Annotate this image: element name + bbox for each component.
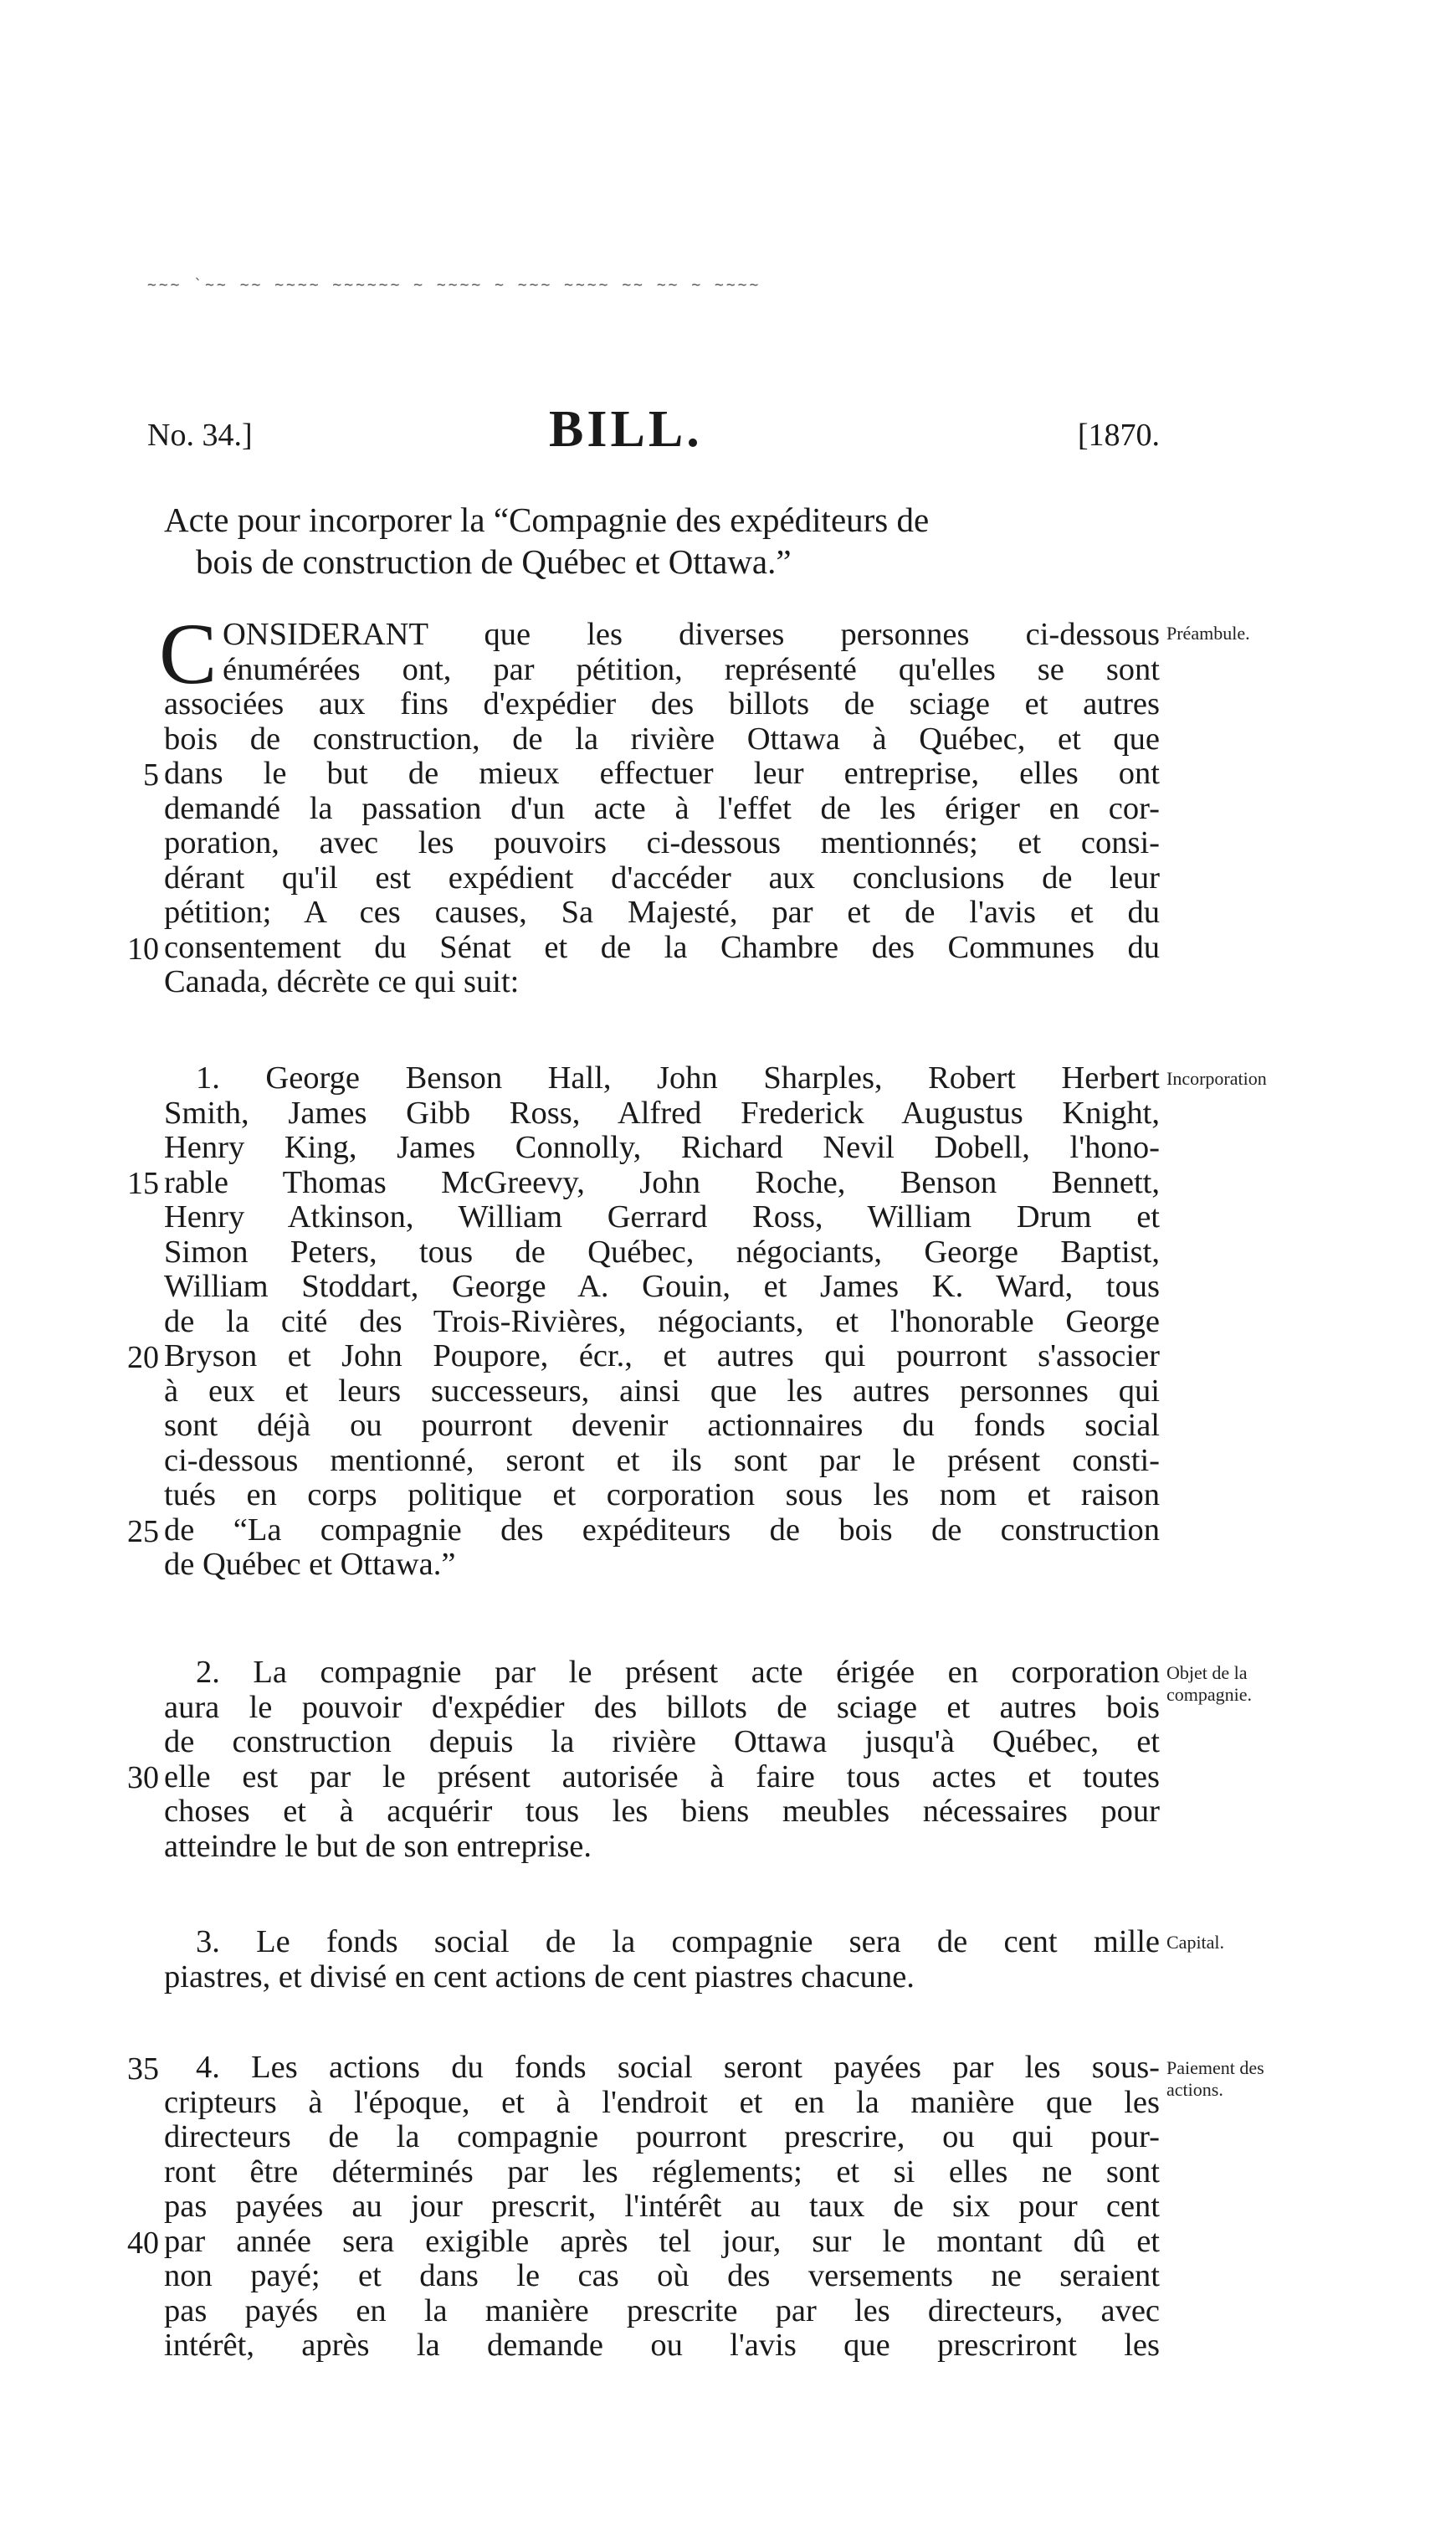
section-4-line: intérêt, après la demande ou l'avis que prescriront les [164,2328,1160,2363]
section-2-line: elle est par le présent autorisée à faire tous actes et toutes [164,1758,1160,1794]
preamble-line: bois de construction, de la rivière Ottawa à Québec, et que [164,721,1160,757]
preamble-line: poration, avec les pouvoirs ci-dessous mentionnés; et consi- [164,825,1160,860]
section-1-line: Simon Peters, tous de Québec, négociants, George Baptist, [164,1234,1160,1270]
preamble-line: demandé la passation d'un acte à l'effet de les ériger en cor- [164,790,1160,826]
bill-heading: BILL. [549,401,703,458]
section-4-line: cripteurs à l'époque, et à l'endroit et en la manière que les [164,2084,1160,2120]
section-1-line: sont déjà ou pourront devenir actionnaires du fonds social [164,1408,1160,1443]
section-4-line: directeurs de la compagnie pourront prescrire, ou qui pour- [164,2119,1160,2154]
preamble-dropcap: C [159,606,218,702]
preamble [164,618,1160,1000]
section-2-line: choses et à acquérir tous les biens meubles nécessaires pour [164,1794,1160,1829]
preamble-line: ONSIDERANT que les diverses personnes ci-dessous [223,617,1160,652]
line-number: 5 [143,757,159,793]
section-3-line: 3. Le fonds social de la compagnie sera de cent mille [196,1924,1160,1959]
margin-note-preamble: Préambule. [1166,623,1250,644]
section-2-line: aura le pouvoir d'expédier des billots de sciage et autres bois [164,1689,1160,1725]
margin-note-capital: Capital. [1166,1932,1225,1953]
margin-note-paiement-line-2: actions. [1166,2079,1223,2100]
section-1 [164,1061,1160,1583]
section-2-line: de construction depuis la rivière Ottawa jusqu'à Québec, et [164,1724,1160,1759]
section-4-line: 4. Les actions du fonds social seront payées par les sous- [196,2050,1160,2085]
section-1-line: tués en corps politique et corporation sous les nom et raison [164,1477,1160,1512]
section-2 [164,1656,1160,1864]
preamble-line: énumérées ont, par pétition, représenté qu'elles se sont [223,651,1160,687]
section-1-line: 1. George Benson Hall, John Sharples, Robert Herbert [196,1060,1160,1096]
bill-year: [1870. [1077,418,1160,453]
bill-header [147,400,1168,475]
bill-title [164,499,1193,583]
preamble-line: pétition; A ces causes, Sa Majesté, par et de l'avis et du [164,895,1160,930]
line-number: 40 [127,2225,159,2261]
section-3 [164,1925,1160,1994]
section-4-line: par année sera exigible après tel jour, sur le montant dû et [164,2223,1160,2259]
section-1-line: Henry King, James Connolly, Richard Nevil Dobell, l'hono- [164,1130,1160,1165]
section-4-line: ront être déterminés par les réglements; et si elles ne sont [164,2154,1160,2189]
section-4-line: pas payées au jour prescrit, l'intérêt au taux de six pour cent [164,2189,1160,2224]
section-1-line: Henry Atkinson, William Gerrard Ross, William Drum et [164,1199,1160,1235]
margin-note-objet-line-2: compagnie. [1166,1684,1253,1705]
section-1-line: Smith, James Gibb Ross, Alfred Frederick Augustus Knight, [164,1095,1160,1131]
line-number: 15 [127,1166,159,1201]
margin-note-objet [1166,1662,1252,1706]
preamble-line: associées aux fins d'expédier des billots de sciage et autres [164,686,1160,721]
margin-note-paiement [1166,2057,1264,2101]
section-2-line: 2. La compagnie par le présent acte érigée en corporation [196,1655,1160,1690]
section-1-line: rable Thomas McGreevy, John Roche, Benson Bennett, [164,1164,1160,1200]
section-1-line: Bryson et John Poupore, écr., et autres qui pourront s'associer [164,1338,1160,1373]
section-4-line: pas payés en la manière prescrite par les directeurs, avec [164,2292,1160,2328]
section-1-line: de Québec et Ottawa.” [164,1547,456,1582]
section-2-line: atteindre le but de son entreprise. [164,1828,592,1864]
section-3-line: piastres, et divisé en cent actions de cent piastres chacune. [164,1958,915,1994]
section-1-line: à eux et leurs successeurs, ainsi que les autres personnes qui [164,1373,1160,1409]
bill-number: No. 34.] [147,418,253,453]
line-number: 20 [127,1340,159,1375]
section-4 [164,2051,1160,2364]
title-line-2: bois de construction de Québec et Ottawa.” [196,542,792,581]
line-number: 35 [127,2051,159,2087]
scan-noise-strip: ~~~ `~~ ~~ ~~~~ ~~~~~~ ~ ~~~~ ~ ~~~ ~~~~ ~~ ~~ ~ ~~~~ [147,276,761,294]
margin-note-objet-line-1: Objet de la [1166,1662,1248,1683]
title-line-1: Acte pour incorporer la “Compagnie des expéditeurs de [164,501,930,539]
section-1-line: William Stoddart, George A. Gouin, et James K. Ward, tous [164,1269,1160,1304]
section-4-line: non payé; et dans le cas où des versements ne seraient [164,2258,1160,2293]
line-number: 25 [127,1514,159,1549]
preamble-line: dans le but de mieux effectuer leur entreprise, elles ont [164,756,1160,791]
section-1-line: de la cité des Trois-Rivières, négociants, et l'honorable George [164,1303,1160,1339]
preamble-line: consentement du Sénat et de la Chambre des Communes du [164,929,1160,965]
line-number: 30 [127,1760,159,1795]
preamble-line: dérant qu'il est expédient d'accéder aux conclusions de leur [164,860,1160,896]
section-1-line: de “La compagnie des expéditeurs de bois de construction [164,1512,1160,1548]
preamble-line: Canada, décrète ce qui suit: [164,964,520,999]
margin-note-paiement-line-1: Paiement des [1166,2057,1264,2078]
line-number: 10 [127,932,159,967]
section-1-line: ci-dessous mentionné, seront et ils sont par le présent consti- [164,1442,1160,1478]
margin-note-incorporation: Incorporation [1166,1068,1267,1089]
